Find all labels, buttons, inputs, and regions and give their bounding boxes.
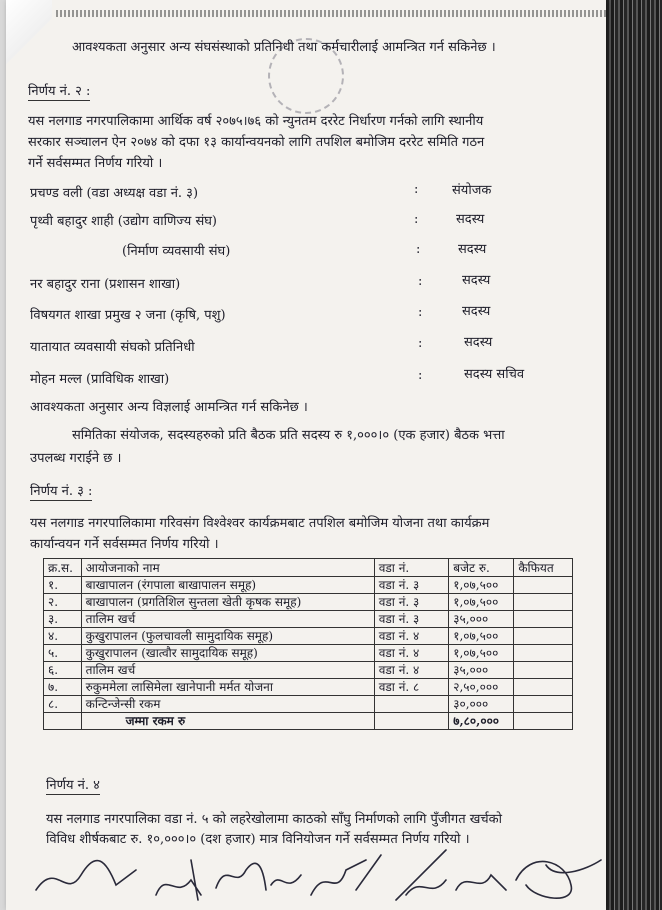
member-name: प्रचण्ड वली (वडा अध्यक्ष वडा नं. ३) [30,186,199,201]
member-role: सदस्य [458,242,487,257]
signature-2 [156,860,201,900]
signature-7 [516,860,601,898]
cell-remarks [514,662,573,679]
cell-budget: ३०,००० [449,696,514,713]
member-name: यातायात व्यवसायी संघको प्रतिनिधी [30,340,195,355]
member-name: नर बहादुर राना (प्रशासन शाखा) [30,277,181,292]
member-role: संयोजक [452,183,492,198]
cell-project-name: कन्टिन्जेन्सी रकम [81,696,374,713]
cell-budget: २,५०,००० [449,679,514,696]
table-row [44,577,573,594]
cell-remarks [514,577,573,594]
member-role: सदस्य [464,335,493,350]
cell-remarks [514,645,573,662]
cell-serial: ७. [44,679,82,696]
cell-project-name: बाखापालन (प्रगतिशिल सुन्तला खेती कृषक समूह) [81,594,374,611]
decision-2-heading: निर्णय नं. २ : [28,84,91,99]
header-project-name: आयोजनाको नाम [81,559,374,577]
header-budget: बजेट रु. [449,559,514,577]
member-colon: : [414,212,419,227]
budget-table [43,558,573,730]
cell-project-name: कुखुरापालन (खात्वौर सामुदायिक समूह) [81,645,374,662]
member-colon: : [418,305,423,320]
decision-4-para-line: यस नलगाड नगरपालिका वडा नं. ५ को लहरेखोलामा काठको साँघु निर्माणको लागि पुँजीगत खर्चको [46,812,503,827]
cell-ward: वडा नं. ४ [374,645,449,662]
cell-ward [374,696,449,713]
cell-serial: ३. [44,611,82,628]
table-total-row [44,713,573,730]
cell-budget: १,०७,५०० [449,594,514,611]
header-ward: वडा नं. [374,559,449,577]
member-role: सदस्य [462,304,491,319]
cell-project-name: तालिम खर्च [81,662,374,679]
table-row [44,628,573,645]
cell-project-name: तालिम खर्च [81,611,374,628]
cell-serial: ८. [44,696,82,713]
member-colon: : [418,336,423,351]
signature-6 [456,875,506,890]
cell-budget: १,०७,५०० [449,628,514,645]
cell-empty [514,713,573,730]
cell-ward: वडा नं. ८ [374,679,449,696]
cell-ward: वडा नं. ३ [374,577,449,594]
table-row [44,611,573,628]
member-colon: : [418,274,423,289]
decision-2-para-line: सरकार सञ्चालन ऐन २०७४ को दफा १३ कार्यान्वयनको लागि तपशिल बमोजिम दररेट समिति गठन [28,135,485,150]
table-header-row [44,559,573,577]
decision-3-heading: निर्णय नं. ३ : [30,484,93,499]
member-colon: : [416,242,421,257]
member-colon: : [418,368,423,383]
member-colon: : [414,182,419,197]
cell-serial: ६. [44,662,82,679]
decision-2-para-line: गर्ने सर्वसम्मत निर्णय गरियो । [28,156,163,171]
member-name: पृथ्वी बहादुर शाही (उद्योग वाणिज्य संघ) [30,214,218,229]
folded-corner [6,0,52,70]
cell-remarks [514,679,573,696]
top-border-line [56,10,606,17]
cell-ward: वडा नं. ३ [374,594,449,611]
allowance-line: समितिका संयोजक, सदस्यहरुको प्रति बैठक प्रति सदस्य रु १,०००।० (एक हजार) बैठक भत्ता [72,428,505,443]
table-row [44,645,573,662]
cell-project-name: बाखापालन (रंगपाला बाखापालन समूह) [81,577,374,594]
member-name: (निर्माण व्यवसायी संघ) [122,244,231,259]
cell-budget: १,०७,५०० [449,577,514,594]
cell-remarks [514,696,573,713]
decision-4-heading: निर्णय नं. ४ [46,778,100,793]
table-row [44,679,573,696]
decision-3-para-line: यस नलगाड नगरपालिकामा गरिवसंग विश्वेश्वर कार्यक्रमबाट तपशिल बमोजिम योजना तथा कार्यक्रम [30,516,490,531]
cell-serial: ४. [44,628,82,645]
cell-empty [374,713,449,730]
cell-remarks [514,611,573,628]
cell-budget: ३५,००० [449,662,514,679]
cell-serial: १. [44,577,82,594]
cell-remarks [514,594,573,611]
member-name: विषयगत शाखा प्रमुख २ जना (कृषि, पशु) [30,308,226,323]
total-label: जम्मा रकम रु [81,713,374,730]
cell-ward: वडा नं. ४ [374,662,449,679]
cell-serial: ५. [44,645,82,662]
invite-line: आवश्यकता अनुसार अन्य विज्ञलाई आमन्त्रित गर्न सकिनेछ । [30,400,308,415]
cell-ward: वडा नं. ४ [374,628,449,645]
signature-4 [311,855,381,895]
document-page [6,0,606,910]
cell-remarks [514,628,573,645]
intro-line: आवश्यकता अनुसार अन्य संघसंस्थाको प्रतिनिधी तथा कर्मचारीलाई आमन्त्रित गर्न सकिनेछ । [72,40,496,55]
cell-empty [44,713,82,730]
table-row [44,594,573,611]
cell-budget: ३५,००० [449,611,514,628]
cell-serial: २. [44,594,82,611]
header-remarks: कैफियत [514,559,573,577]
binding-edge [606,0,662,910]
total-value: ७,८०,००० [449,713,514,730]
table-row [44,662,573,679]
member-role: सदस्य सचिव [464,367,525,382]
decision-4-para-line: विविध शीर्षकबाट रु. १०,०००।० (दश हजार) मात्र विनियोजन गर्ने सर्वसम्मत निर्णय गरियो । [46,832,470,847]
decision-3-para-line: कार्यान्वयन गर्ने सर्वसम्मत निर्णय गरियो । [30,537,219,552]
signature-1 [36,861,136,890]
cell-ward: वडा नं. ३ [374,611,449,628]
table-row [44,696,573,713]
signature-5 [396,850,446,900]
decision-2-para-line: यस नलगाड नगरपालिकामा आर्थिक वर्ष २०७५।७६ को न्युनतम दररेट निर्धारण गर्नको लागि स्थानीय [28,114,484,129]
cell-budget: १,०७,५०० [449,645,514,662]
member-name: मोहन मल्ल (प्राविधिक शाखा) [30,372,170,387]
cell-project-name: कुखुरापालन (फुलचावली सामुदायिक समूह) [81,628,374,645]
member-role: सदस्य [462,273,491,288]
cell-project-name: रुकुममेला लासिमेला खानेपानी मर्मत योजना [81,679,374,696]
header-serial: क्र.स. [44,559,82,577]
allowance-line: उपलब्ध गराईने छ । [30,451,122,466]
signatures [26,840,606,910]
signature-3 [216,863,301,890]
member-role: सदस्य [456,212,485,227]
